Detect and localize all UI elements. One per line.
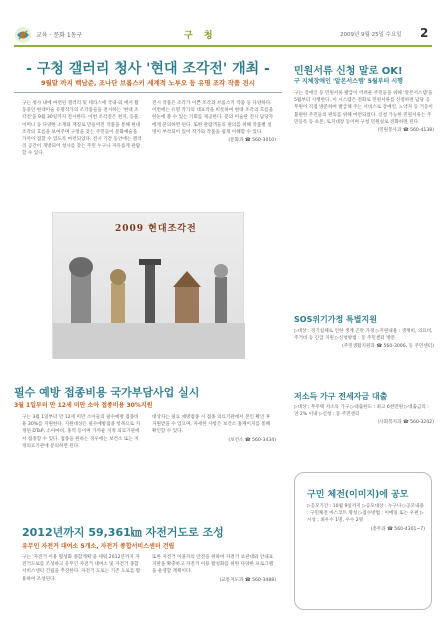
sculpture-exhibition-photo bbox=[52, 212, 244, 358]
sos-support-title: SOS위기가정 특별지원 bbox=[294, 315, 377, 324]
vaccination-body-right bbox=[152, 414, 276, 444]
bike-body-right-text: 또한 자전거 이용자의 안전을 위하여 자전거 보관대와 안내표지판을 확충하고 자전거 이용 활성화를 위한 다양한 프로그램을 운영할 계획이다. bbox=[152, 555, 274, 575]
page-header bbox=[14, 26, 432, 44]
vaccination-article-subtitle: 3월 1일부터 만 12세 미만 소아 접종비용 30%지원 bbox=[14, 402, 153, 409]
gallery-article-subtitle: 9월말 까지 백남준, 조나단 브롭스키 세계적 노부오 등 유명 조각 작품 전시 bbox=[41, 79, 255, 87]
gallery-contact: (문화과 ☎ 560-3010) bbox=[228, 138, 276, 144]
gallery-body-right bbox=[152, 100, 276, 144]
civil-service-subtitle: 구 지체장애인 '알몬서스템' 5월부터 시행 bbox=[294, 78, 403, 85]
contest-text: ▷공모기간 : 10월 9일까지 ▷공모대상 : 누구나 ▷공모내용 : 구민체전 마스코트 명칭 ▷접수방법 : 이메일 또는 우편 ▷시상 : 최우수 1명, 우수 2명 bbox=[307, 504, 424, 524]
gallery-body-right-text: 전시 작품은 조각가 이쁜 조각과 브롭스키 작품 등 다양하다. 이번에는 유명 작가의 대표작을 비롯하여 현대 조각의 흐름을 한눈에 볼 수 있는 기회를 제공한다. 문의 미술관 전시 담당자에게 문의하면 된다. 또한 관람객들의 편의를 위해 작품별 설명이 부착되어 있어 작가와 작품을 쉽게 이해할 수 있다. bbox=[152, 101, 274, 135]
housing-loan-contact: (사회복지과 ☎ 560-3202) bbox=[377, 420, 434, 426]
housing-loan-text: ▷대상 : 무주택 저소득 가구 ▷대출한도 : 최고 6천만원 ▷대출금리 : 연 2% 이내 ▷신청 : 동 주민센터 bbox=[294, 405, 429, 418]
gallery-body-left: 구는 청사 내에 마련된 갤러리 및 테라스에 국내·외 에서 활동중인 현대미술 유명작가의 조각품들을 전시하는 '현대 조각전'을 9월 30일까지 전시한다. 이번 조각전은 천지, 동물, 어머니 등 다양한 소재와 재질로 만들어진 작품을 통해 현대 조각의 흐름을 보여주며 구청을 찾는 주민들이 문화예술을 가까이 접할 수 있도록 마련되었다. 전시 기간 동안에는 갤러리 공간이 개방되어 청사를 찾는 주민 누구나 자유롭게 관람할 수 있다. bbox=[22, 101, 142, 157]
vaccination-body-right-text: 대상자는 필요 예방접종 시 접종 의료기관에서 본인 확인 후 지원받을 수 있으며, 자세한 사항은 보건소 홈페이지를 통해 확인할 수 있다. bbox=[152, 415, 271, 435]
sos-support-contact: (주민생활지원과 ☎ 560-3006, 동 주민센터) bbox=[342, 344, 434, 350]
bike-contact: (교통지도과 ☎ 560-3488) bbox=[219, 577, 276, 583]
sos-support-text: ▷대상 : 경기침체로 인한 생계 곤란 가정 ▷지원내용 : 생계비, 의료비, 주거비 등 긴급 지원 ▷신청방법 : 동 주민센터 방문 bbox=[294, 329, 433, 342]
section-label: 교육 · 문화 1동구 bbox=[36, 32, 83, 39]
bike-article-title: 2012년까지 59,361㎞ 자전거도로 조성 bbox=[22, 526, 224, 539]
bike-body-right bbox=[152, 554, 276, 584]
contest-contact: (총무과 ☎ 560-4301~7) bbox=[370, 526, 425, 532]
civil-service-body bbox=[294, 90, 434, 134]
vaccination-article-title: 필수 예방 접종비용 국가부담사업 실시 bbox=[14, 386, 200, 399]
civil-service-title: 민원서류 신청 말로 OK! bbox=[294, 66, 403, 77]
page-section-title: 구 청 bbox=[184, 31, 217, 41]
civil-service-contact: (민원봉사과 ☎ 560-4138) bbox=[377, 128, 434, 134]
bike-body-left: 구는 '자전거 이용 활성화 종합계획'을 세워 2012년까지 자전거도로를 조성하고 유무인 자전거 대여소 및 자전거 종합서비스센터 건립을 추진한다. 자전거 도로는 기존 도로를 활용하여 조성된다. bbox=[22, 555, 141, 582]
sculpture-illustration bbox=[53, 213, 245, 359]
contest-title: 구민 체전(이미지)에 공모 bbox=[307, 490, 409, 500]
civil-service-text: 구는 장애인 등 민원서류 발급이 어려운 주민들을 위해 '알몬서스템'을 5월부터 시행한다. 이 시스템은 전화로 민원서류를 신청하면 담당 공무원이 직접 방문하여 발급해 주는 서비스로 장애인, 노약자 등 거동이 불편한 주민들의 편의를 위해 마련되었다. 신청 가능한 민원서류는 주민등록 등·초본, 토지대장 등이며 구청 민원실로 전화하면 된다. bbox=[294, 91, 433, 125]
sos-support-body bbox=[294, 328, 434, 351]
vaccination-contact: (보건소 ☎ 560-3434) bbox=[228, 437, 276, 443]
contest-notice-box bbox=[294, 472, 432, 610]
publish-date: 2009년 9월 25일 수요일 bbox=[340, 32, 402, 38]
page-number: 2 bbox=[420, 26, 429, 40]
title-divider bbox=[14, 92, 282, 93]
district-logo-icon bbox=[14, 26, 32, 44]
photo-caption: 2009 현대조각전 bbox=[115, 224, 197, 234]
housing-loan-body bbox=[294, 404, 434, 427]
gallery-article-title: - 구청 갤러리 청사 '현대 조각전' 개최 - bbox=[26, 61, 270, 77]
header-divider bbox=[14, 45, 432, 47]
housing-loan-title: 저소득 가구 전세자금 대출 bbox=[294, 392, 388, 401]
contest-body bbox=[307, 503, 425, 533]
bike-article-subtitle: 유무인 자전거 대여소 5개소, 자전거 종합서비스센터 건립 bbox=[22, 543, 175, 550]
vaccination-body-left: 구는 3월 1일부터 만 12세 미만 소아들의 필수예방 접종비용 30%를 지원한다. 지원대상은 필수예방접종 항목으로 지정된 DTaP, 소아마비, 홍역 등이며 가까운 지정 의료기관에서 접종할 수 있다. 접종을 원하는 경우에는 보건소 또는 지정의료기관에 문의하면 된다. bbox=[22, 415, 141, 449]
